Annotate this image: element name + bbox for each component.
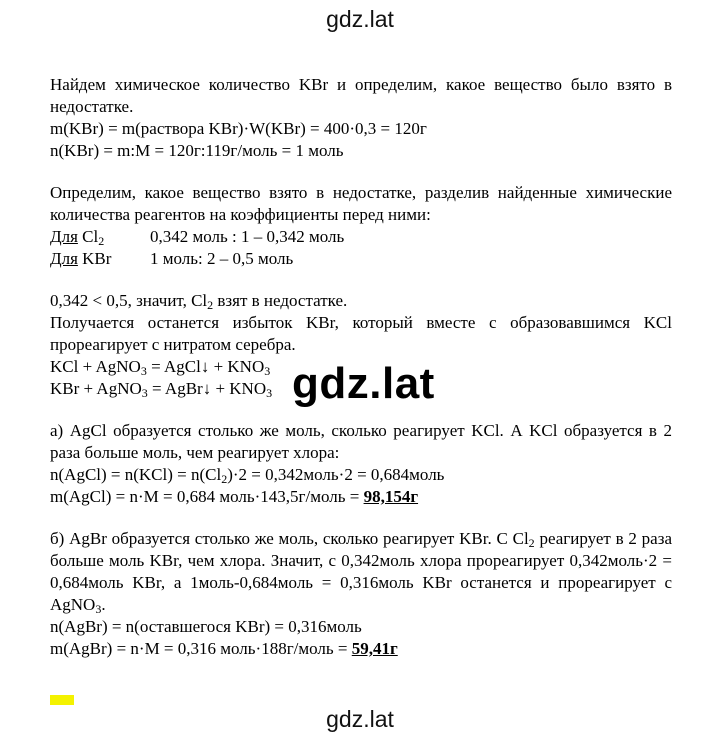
page-number-highlight — [50, 695, 74, 705]
answer-agbr: 59,41г — [351, 639, 398, 658]
ratio-value: 1 моль: 2 – 0,5 моль — [150, 249, 294, 268]
ratio-formula: KBr — [77, 249, 112, 268]
reaction-kcl: KCl + AgNO$_3$ = AgCl↓ + $KNO_3$ — [50, 357, 271, 378]
section1-eq2: n(KBr) = m:M = 120г:119г/моль = 1 моль — [50, 141, 344, 160]
watermark-middle: gdz.lat — [292, 359, 435, 408]
section2-intro: Определим, какое вещество взято в недостатке, разделив найденные химические количества реагентов на коэффициенты перед ними: — [50, 183, 672, 224]
section1-eq1: m(KBr) = m(раствора KBr)·W(KBr) = 400·0,3 = 120г — [50, 119, 427, 138]
answer-agcl: 98,154г — [363, 487, 419, 506]
ratio-row-kbr — [50, 248, 672, 270]
part-b-eq2: m(AgBr) = n·M = 0,316 моль·188г/моль = 59,41г — [50, 639, 398, 658]
part-a-eq2: m(AgCl) = n·M = 0,684 моль·143,5г/моль = 98,154г — [50, 487, 419, 506]
ratio-row-cl2: Для $Cl_2$ 0,342 моль : 1 – 0,342 моль — [50, 227, 345, 248]
watermark-top: gdz.lat — [326, 6, 394, 32]
watermark-bottom: gdz.lat — [326, 706, 394, 732]
part-b-eq1: n(AgBr) = n(оставшегося KBr) = 0,316моль — [50, 617, 362, 636]
ratio-label: Для — [50, 227, 78, 246]
ratio-label: Для — [50, 249, 78, 268]
excess-paragraph: Получается останется избыток KBr, который вместе с образовавшимся KCl прореагирует с нитратом серебра. — [50, 313, 672, 354]
part-b-paragraph: б) AgBr образуется столько же моль, сколько реагирует KBr. С $Cl_2$ реагирует в 2 раза больше моль KBr, чем хлора. Значит, с 0,342моль хлора прореагирует 0,342моль·2 = 0,684моль KBr, а 1моль-0,684моль = 0,316моль KBr останется и прореагирует с AgNO$_3$. — [50, 529, 672, 616]
ratio-value: 0,342 моль : 1 – 0,342 моль — [150, 227, 345, 246]
limiting-reagent-line: 0,342 < 0,5, значит, $Cl_2$ взят в недостатке. — [50, 291, 348, 312]
ratio-formula: Cl — [77, 227, 99, 246]
part-a-eq1: n(AgCl) = $n(KCl) = n(Cl_2)\cdot 2$ = 0,342моль·2 = 0,684моль — [50, 465, 445, 486]
reaction-kbr: KBr + AgNO$_3$ = AgBr↓ + $KNO_3$ — [50, 379, 273, 400]
part-a-paragraph: а) AgCl образуется столько же моль, сколько реагирует KCl. А KCl образуется в 2 раза больше моль, чем реагирует хлора: — [50, 421, 672, 462]
section1-intro: Найдем химическое количество KBr и определим, какое вещество было взято в недостатке. — [50, 75, 672, 116]
